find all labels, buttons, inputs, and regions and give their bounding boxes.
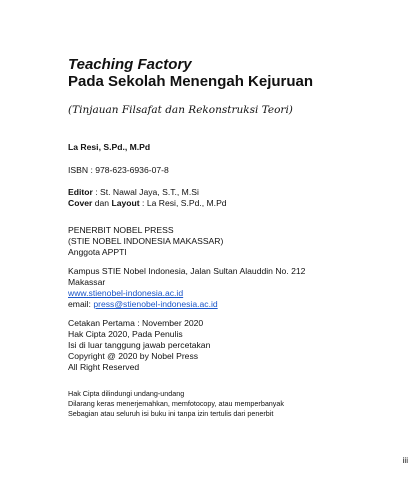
editor-line bbox=[68, 187, 199, 198]
book-title-line2: Pada Sekolah Menengah Kejuruan bbox=[68, 73, 314, 90]
legal-line3: Sebagian atau seluruh isi buku ini tanpa izin tertulis dari penerbit bbox=[68, 409, 274, 418]
cover-layout-line bbox=[68, 198, 227, 209]
editor-value: : St. Nawal Jaya, S.T., M.Si bbox=[92, 187, 199, 197]
email-label: email: bbox=[68, 299, 94, 309]
publisher-name: PENERBIT NOBEL PRESS bbox=[68, 225, 174, 235]
book-title-line1: Teaching Factory bbox=[68, 56, 192, 73]
publisher-member: Anggota APPTI bbox=[68, 247, 127, 257]
cover-label: Cover bbox=[68, 198, 93, 208]
isbn: ISBN : 978-623-6936-07-8 bbox=[68, 165, 169, 175]
email-line bbox=[68, 299, 218, 310]
editor-label: Editor bbox=[68, 187, 93, 197]
cover-mid: dan bbox=[92, 198, 112, 208]
publisher-org: (STIE NOBEL INDONESIA MAKASSAR) bbox=[68, 236, 224, 246]
legal-line2: Dilarang keras menerjemahkan, memfotocopy, atau memperbanyak bbox=[68, 399, 284, 408]
page-number: iii bbox=[402, 456, 408, 465]
copyright-press: Copyright @ 2020 by Nobel Press bbox=[68, 351, 199, 361]
responsibility-note: Isi di luar tanggung jawab percetakan bbox=[68, 340, 211, 350]
author-name: La Resi, S.Pd., M.Pd bbox=[68, 142, 151, 152]
rights-reserved: All Right Reserved bbox=[68, 362, 140, 372]
address-line1: Kampus STIE Nobel Indonesia, Jalan Sultan Alauddin No. 212 bbox=[68, 266, 306, 276]
copyright-author: Hak Cipta 2020, Pada Penulis bbox=[68, 329, 183, 339]
book-subtitle: (Tinjauan Filsafat dan Rekonstruksi Teori) bbox=[68, 104, 293, 116]
website-link[interactable]: www.stienobel-indonesia.ac.id bbox=[68, 288, 184, 298]
address-line2: Makassar bbox=[68, 277, 106, 287]
email-link[interactable]: press@stienobel-indonesia.ac.id bbox=[93, 299, 218, 309]
first-print: Cetakan Pertama : November 2020 bbox=[68, 318, 204, 328]
cover-layout-value: : La Resi, S.Pd., M.Pd bbox=[139, 198, 227, 208]
layout-label: Layout bbox=[111, 198, 140, 208]
legal-line1: Hak Cipta dilindungi undang-undang bbox=[68, 389, 185, 398]
